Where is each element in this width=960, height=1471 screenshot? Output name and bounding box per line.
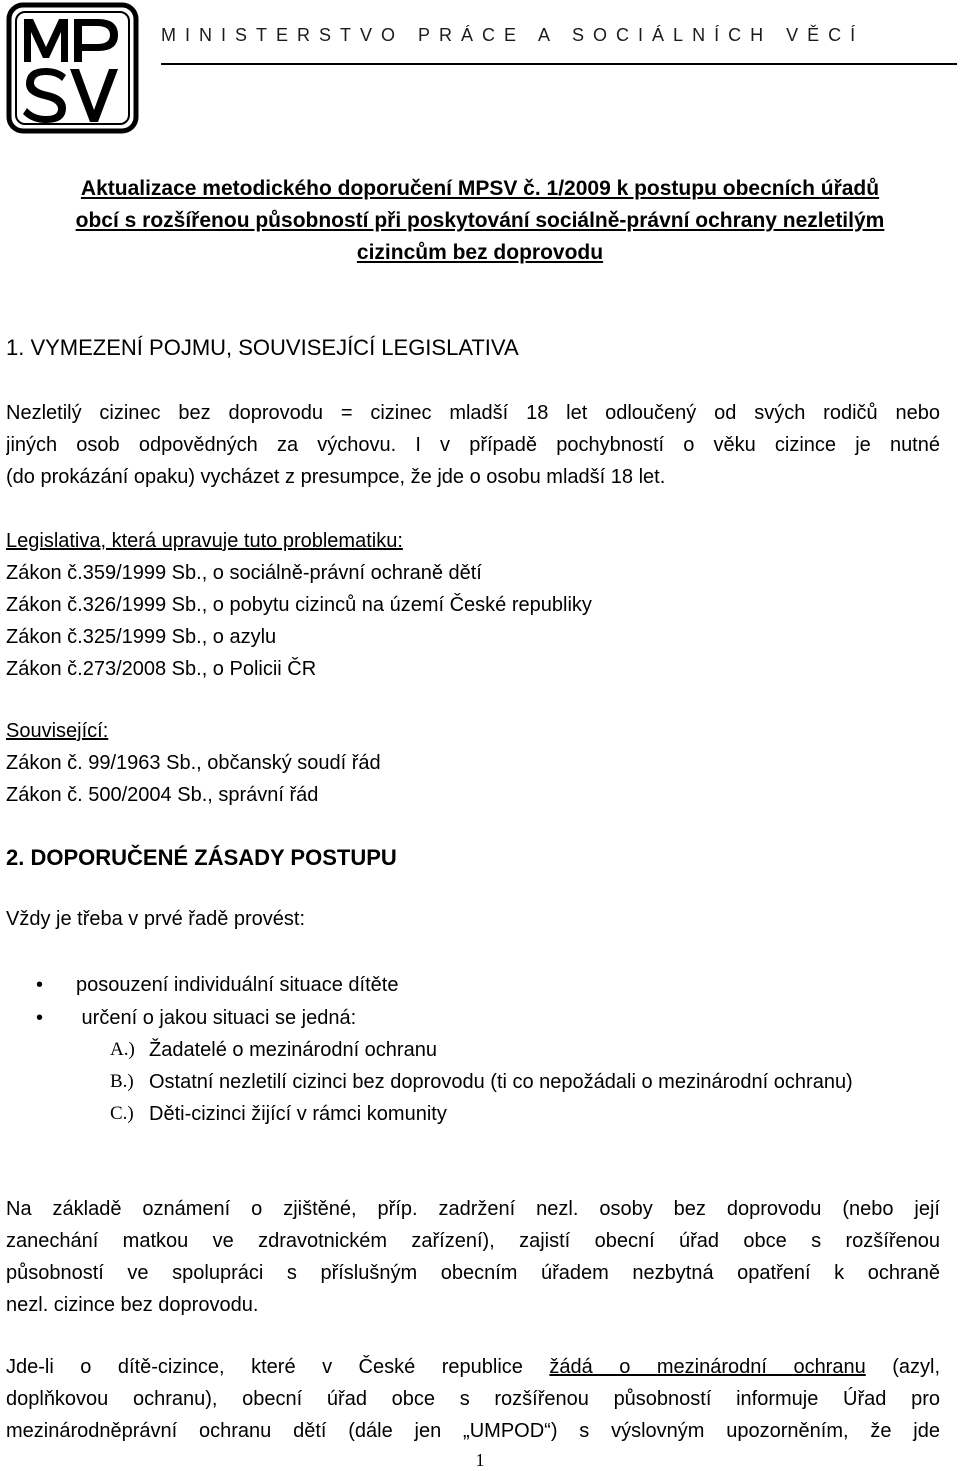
definition-paragraph [6,397,940,493]
section-1-heading: 1. VYMEZENÍ POJMU, SOUVISEJÍCÍ LEGISLATIVA [6,335,519,360]
mpsv-logo-graphic [6,2,139,134]
procedure-paragraph-1 [6,1193,940,1321]
procedure-paragraph-2 [6,1351,940,1447]
header-divider [161,63,957,65]
title-line-3: cizincům bez doprovodu [356,241,604,264]
situation-item-c [110,1098,940,1130]
definition-line-3: (do prokázání opaku) vycházet z presumpce, že jde o osobu mladší 18 let. [6,466,666,488]
law-item: Zákon č.273/2008 Sb., o Policii ČR [6,658,317,680]
paragraph-line: působností ve spolupráci s příslušným obecním úřadem nezbytná opatření k ochraně [6,1262,940,1284]
situation-marker: A.) [110,1039,135,1060]
law-item: Zákon č.326/1999 Sb., o pobytu cizinců na území České republiky [6,594,592,616]
related-label: Související: [6,720,109,742]
situation-list [110,1034,940,1130]
bullet-icon: • [36,974,44,996]
mpsv-logo [6,2,139,134]
paragraph-line: Na základě oznámení o zjištěné, příp. zadržení nezl. osoby bez doprovodu (nebo její [6,1198,940,1220]
situation-marker: C.) [110,1103,134,1124]
bullet-text: posouzení individuální situace dítěte [76,974,399,996]
definition-line-1: Nezletilý cizinec bez doprovodu = cizinec mladší 18 let odloučený od svých rodičů nebo [6,402,940,424]
paragraph-line: zanechání matkou ve zdravotnickém zařízení), zajistí obecní úřad obce s rozšířenou [6,1230,940,1252]
paragraph-text: Jde-li o dítě-cizince, které v České republice [6,1356,550,1378]
situation-item-a [110,1034,940,1066]
section-2-intro: Vždy je třeba v prvé řadě provést: [6,908,306,930]
legislation-list [6,525,592,685]
situation-item-b [110,1066,940,1098]
paragraph-text: (azyl, [865,1356,940,1378]
related-law-item: Zákon č. 500/2004 Sb., správní řád [6,784,319,806]
document-title [10,173,950,269]
law-item: Zákon č.359/1999 Sb., o sociálně-právní ochraně dětí [6,562,482,584]
situation-marker: B.) [110,1071,134,1092]
international-protection-term: žádá o mezinárodní ochranu [549,1356,866,1378]
paragraph-line: mezinárodněprávní ochranu dětí (dále jen „UMPOD“) s výslovným upozorněním, že jde [6,1420,940,1442]
page-number: 1 [475,1450,485,1470]
situation-text: Ostatní nezletilí cizinci bez doprovodu (ti co nepožádali o mezinárodní ochranu) [149,1071,853,1093]
bullet-text: určení o jakou situaci se jedná: [76,1007,357,1029]
situation-text: Děti-cizinci žijící v rámci komunity [149,1103,447,1125]
paragraph-line [6,1351,940,1383]
ministry-name: MINISTERSTVO PRÁCE A SOCIÁLNÍCH VĚCÍ [161,25,865,45]
definition-line-2: jiných osob odpovědných za výchovu. I v případě pochybností o věku cizince je nutné [6,434,940,456]
bullet-icon: • [36,1007,44,1029]
title-line-2: obcí s rozšířenou působností při poskytování sociálně-právní ochrany nezletilým [75,209,885,232]
title-line-1: Aktualizace metodického doporučení MPSV č. 1/2009 k postupu obecních úřadů [80,177,880,200]
related-legislation-list [6,715,381,811]
related-law-item: Zákon č. 99/1963 Sb., občanský soudí řád [6,752,381,774]
law-item: Zákon č.325/1999 Sb., o azylu [6,626,277,648]
paragraph-line: doplňkovou ochranu), obecní úřad obce s rozšířenou působností informuje Úřad pro [6,1388,940,1410]
paragraph-line: nezl. cizince bez doprovodu. [6,1294,259,1316]
situation-text: Žadatelé o mezinárodní ochranu [149,1039,437,1061]
section-2-heading: 2. DOPORUČENÉ ZÁSADY POSTUPU [6,845,397,870]
legislation-label: Legislativa, která upravuje tuto problematiku: [6,530,403,552]
